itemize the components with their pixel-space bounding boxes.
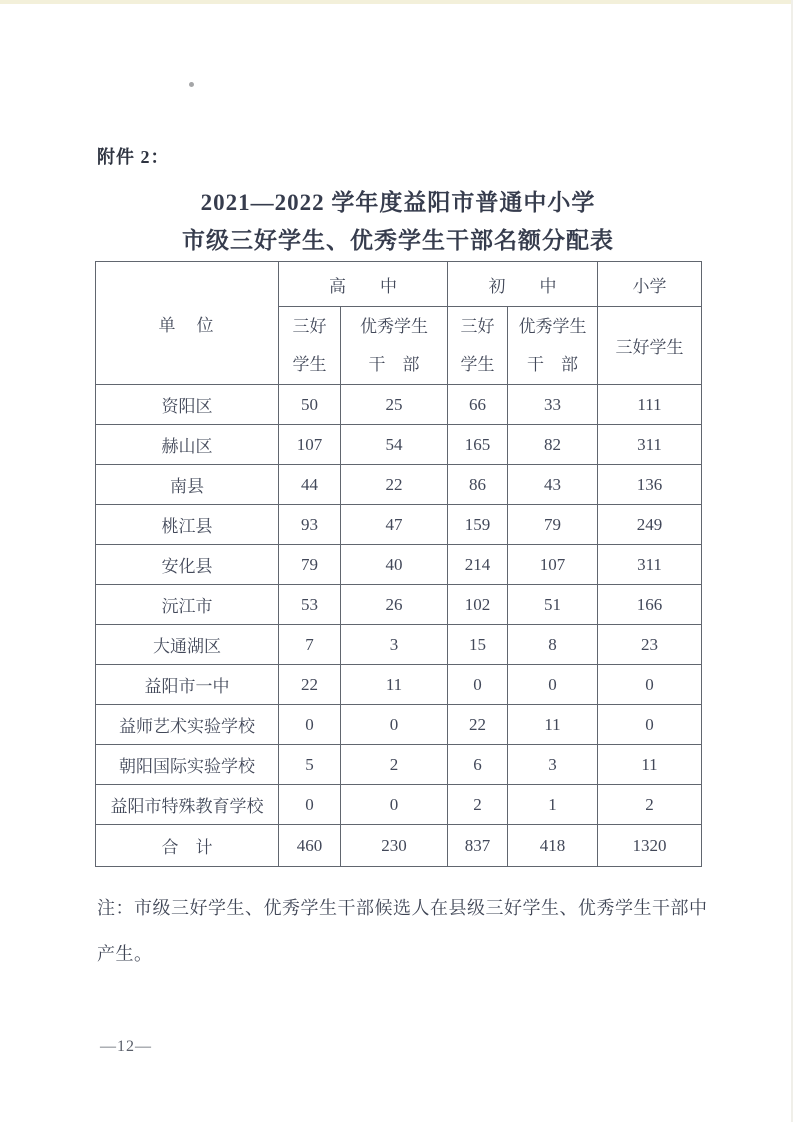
table-cell: 86 bbox=[448, 465, 508, 505]
table-cell: 0 bbox=[279, 705, 341, 745]
document-title-line2: 市级三好学生、优秀学生干部名额分配表 bbox=[182, 228, 614, 253]
table-row bbox=[96, 425, 702, 465]
header-jh-cadre bbox=[508, 307, 598, 385]
table-cell: 66 bbox=[448, 385, 508, 425]
footnote-line1: 注：市级三好学生、优秀学生干部候选人在县级三好学生、优秀学生干部中 bbox=[97, 898, 708, 918]
table-cell: 0 bbox=[279, 785, 341, 825]
total-cell: 230 bbox=[341, 825, 448, 867]
table-cell: 22 bbox=[279, 665, 341, 705]
table-row bbox=[96, 545, 702, 585]
quota-table bbox=[95, 261, 702, 867]
scan-edge-artifact bbox=[0, 0, 793, 4]
table-cell: 33 bbox=[508, 385, 598, 425]
header-hs-cadre-line2: 干 部 bbox=[368, 354, 420, 374]
table-cell: 102 bbox=[448, 585, 508, 625]
table-cell: 79 bbox=[279, 545, 341, 585]
row-name: 益阳市一中 bbox=[96, 665, 279, 705]
row-name: 朝阳国际实验学校 bbox=[96, 745, 279, 785]
table-row bbox=[96, 625, 702, 665]
table-cell: 1 bbox=[508, 785, 598, 825]
header-group-primary-school: 小学 bbox=[598, 262, 702, 307]
total-cell: 837 bbox=[448, 825, 508, 867]
total-label: 合 计 bbox=[96, 825, 279, 867]
table-cell: 7 bbox=[279, 625, 341, 665]
table-cell: 23 bbox=[598, 625, 702, 665]
table-row bbox=[96, 505, 702, 545]
footnote bbox=[97, 885, 723, 977]
table-cell: 40 bbox=[341, 545, 448, 585]
table-cell: 22 bbox=[448, 705, 508, 745]
table-cell: 311 bbox=[598, 545, 702, 585]
header-jh-cadre-line2: 干 部 bbox=[527, 354, 578, 374]
header-jh-three-good bbox=[448, 307, 508, 385]
table-cell: 0 bbox=[598, 665, 702, 705]
table-cell: 50 bbox=[279, 385, 341, 425]
total-cell: 460 bbox=[279, 825, 341, 867]
table-cell: 214 bbox=[448, 545, 508, 585]
total-cell: 418 bbox=[508, 825, 598, 867]
table-cell: 0 bbox=[341, 785, 448, 825]
header-jh-three-good-line1: 三好 bbox=[460, 316, 495, 336]
row-name: 大通湖区 bbox=[96, 625, 279, 665]
table-cell: 136 bbox=[598, 465, 702, 505]
row-name: 资阳区 bbox=[96, 385, 279, 425]
table-row bbox=[96, 745, 702, 785]
table-cell: 3 bbox=[341, 625, 448, 665]
header-hs-three-good bbox=[279, 307, 341, 385]
page-number: —12— bbox=[100, 1038, 152, 1055]
table-cell: 0 bbox=[598, 705, 702, 745]
table-cell: 107 bbox=[279, 425, 341, 465]
table-cell: 2 bbox=[598, 785, 702, 825]
table-cell: 249 bbox=[598, 505, 702, 545]
header-group-high-school: 高 中 bbox=[279, 262, 448, 307]
table-cell: 51 bbox=[508, 585, 598, 625]
table-cell: 93 bbox=[279, 505, 341, 545]
table-cell: 311 bbox=[598, 425, 702, 465]
row-name: 南县 bbox=[96, 465, 279, 505]
table-cell: 11 bbox=[341, 665, 448, 705]
table-cell: 11 bbox=[508, 705, 598, 745]
table-cell: 47 bbox=[341, 505, 448, 545]
row-name: 益阳市特殊教育学校 bbox=[96, 785, 279, 825]
table-row bbox=[96, 665, 702, 705]
header-primary-three-good: 三好学生 bbox=[598, 307, 702, 385]
header-group-junior-high: 初 中 bbox=[448, 262, 598, 307]
row-name: 桃江县 bbox=[96, 505, 279, 545]
header-hs-cadre-line1: 优秀学生 bbox=[360, 316, 428, 336]
header-unit: 单 位 bbox=[96, 262, 279, 385]
row-name: 益师艺术实验学校 bbox=[96, 705, 279, 745]
table-cell: 26 bbox=[341, 585, 448, 625]
table-cell: 2 bbox=[448, 785, 508, 825]
table-cell: 8 bbox=[508, 625, 598, 665]
table-total-row bbox=[96, 825, 702, 867]
table-cell: 79 bbox=[508, 505, 598, 545]
table-cell: 43 bbox=[508, 465, 598, 505]
table-cell: 82 bbox=[508, 425, 598, 465]
table-cell: 0 bbox=[508, 665, 598, 705]
table-cell: 44 bbox=[279, 465, 341, 505]
table-row bbox=[96, 785, 702, 825]
table-cell: 53 bbox=[279, 585, 341, 625]
table-cell: 25 bbox=[341, 385, 448, 425]
header-hs-three-good-line1: 三好 bbox=[292, 316, 327, 336]
table-cell: 6 bbox=[448, 745, 508, 785]
table-header-row-1 bbox=[96, 262, 702, 307]
table-cell: 54 bbox=[341, 425, 448, 465]
table-cell: 11 bbox=[598, 745, 702, 785]
table-cell: 2 bbox=[341, 745, 448, 785]
row-name: 安化县 bbox=[96, 545, 279, 585]
table-row bbox=[96, 705, 702, 745]
header-hs-three-good-line2: 学生 bbox=[292, 354, 327, 374]
table-row bbox=[96, 385, 702, 425]
header-hs-cadre bbox=[341, 307, 448, 385]
table-cell: 111 bbox=[598, 385, 702, 425]
table-row bbox=[96, 465, 702, 505]
header-jh-three-good-line2: 学生 bbox=[460, 354, 495, 374]
table-cell: 15 bbox=[448, 625, 508, 665]
attachment-label: 附件 2： bbox=[97, 147, 170, 167]
total-cell: 1320 bbox=[598, 825, 702, 867]
row-name: 沅江市 bbox=[96, 585, 279, 625]
table-cell: 5 bbox=[279, 745, 341, 785]
row-name: 赫山区 bbox=[96, 425, 279, 465]
table-cell: 0 bbox=[341, 705, 448, 745]
footnote-line2: 产生。 bbox=[97, 944, 153, 964]
header-jh-cadre-line1: 优秀学生 bbox=[518, 316, 587, 336]
table-cell: 166 bbox=[598, 585, 702, 625]
table-row bbox=[96, 585, 702, 625]
document-title-line1: 2021—2022 学年度益阳市普通中小学 bbox=[200, 190, 596, 215]
table-cell: 159 bbox=[448, 505, 508, 545]
table-cell: 107 bbox=[508, 545, 598, 585]
table-cell: 165 bbox=[448, 425, 508, 465]
scan-speck bbox=[189, 82, 194, 87]
table-cell: 0 bbox=[448, 665, 508, 705]
table-cell: 22 bbox=[341, 465, 448, 505]
table-cell: 3 bbox=[508, 745, 598, 785]
